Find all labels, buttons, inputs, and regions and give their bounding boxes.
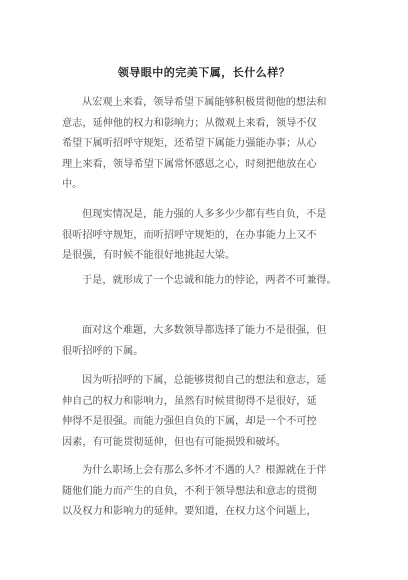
paragraph-1 — [62, 93, 352, 196]
text-line: 于是，就形成了一个忠诚和能力的悖论，两者不可兼得。 — [82, 275, 337, 286]
paragraph-2 — [62, 205, 352, 267]
paragraph-5 — [62, 371, 352, 453]
text-line: 为什么职场上会有那么多怀才不遇的人？根源就在于伴 — [82, 465, 327, 476]
paragraph-3 — [62, 271, 352, 292]
text-line: 很听招呼的下属。 — [62, 345, 144, 357]
text-line: 理上来看，领导希望下属常怀感恩之心，时刻把他放在心 — [62, 158, 317, 170]
text-line: 以及权力和影响力的延伸。要知道，在权力这个问题上， — [62, 506, 317, 517]
text-line: 中。 — [62, 179, 83, 190]
text-line: 面对这个难题，大多数领导都选择了能力不是很强，但 — [82, 325, 327, 336]
paragraph-4 — [62, 321, 352, 362]
text-line: 因为听招呼的下属，总能够贯彻自己的想法和意志，延 — [82, 375, 327, 386]
text-line: 意志，延伸他的权力和影响力；从微观上来看，领导不仅 — [62, 117, 317, 129]
text-line: 伸得不是很强。而能力强但自负的下属，却是一个不可控 — [62, 416, 317, 427]
text-line: 是很强，有时候不能很好地挑起大梁。 — [62, 250, 236, 261]
text-line: 很听招呼守规矩，而听招呼守规矩的，在办事能力上又不 — [62, 229, 317, 241]
text-line: 从宏观上来看，领导希望下属能够积极贯彻他的想法和 — [82, 97, 327, 108]
text-line: 但现实情况是，能力强的人多多少少都有些自负，不是 — [82, 209, 327, 220]
text-line: 希望下属听招呼守规矩，还希望下属能力强能办事；从心 — [62, 138, 317, 149]
text-line: 伸自己的权力和影响力，虽然有时候贯彻得不是很好，延 — [62, 395, 317, 407]
document-title: 领导眼中的完美下属，长什么样？ — [117, 66, 291, 79]
text-line: 因素，有可能贯彻延伸，但也有可能损毁和破坏。 — [62, 436, 287, 448]
text-line: 随他们能力而产生的自负，不利于领导想法和意志的贯彻 — [62, 485, 317, 497]
paragraph-6 — [62, 461, 352, 523]
